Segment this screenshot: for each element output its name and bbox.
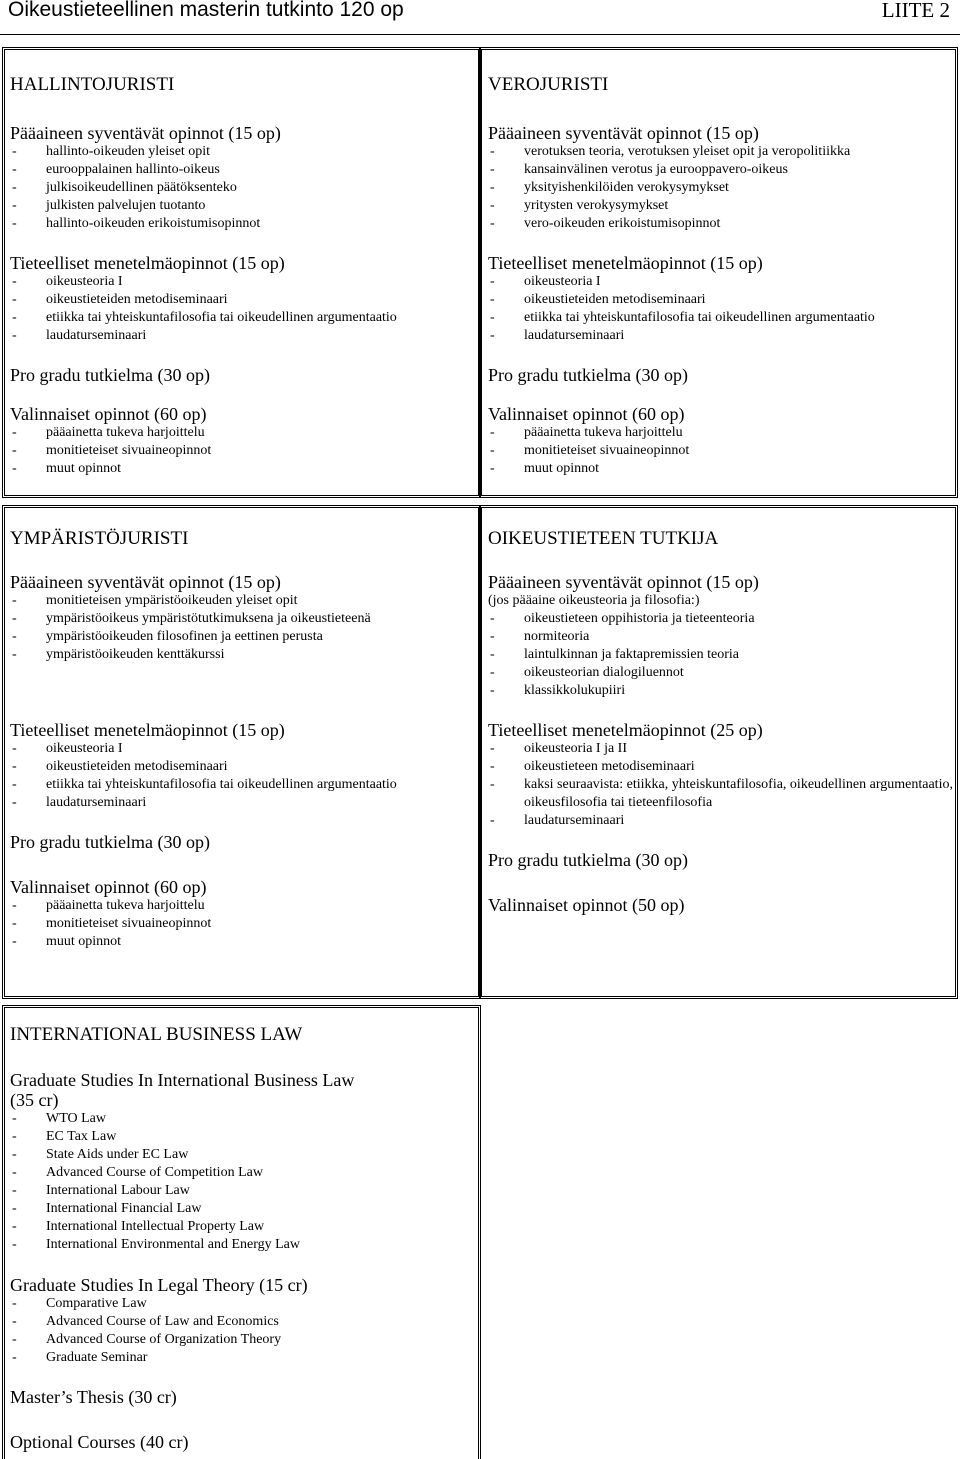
bullet-dash: - [12,1350,17,1365]
list-item [488,327,956,345]
list-item [488,273,956,291]
tutkija-content [488,528,956,915]
list-item-text: verotuksen teoria, verotuksen yleiset opit ja veropolitiikka [524,144,851,159]
bullet-dash: - [12,425,17,440]
list-item-text: Advanced Course of Organization Theory [46,1332,282,1347]
list-item-text: oikeustieteiden metodiseminaari [46,292,228,307]
list-item-text: normiteoria [524,629,590,644]
list-item [10,1218,475,1236]
bullet-dash: - [12,162,17,177]
bullet-dash: - [12,741,17,756]
list-item-text: muut opinnot [46,461,122,476]
list-item [10,610,480,628]
bullet-dash: - [490,813,495,828]
bullet-dash: - [490,741,495,756]
elective-heading: Valinnaiset opinnot (60 op) [488,404,685,424]
verojuristi-content [488,74,956,478]
list-item [10,740,480,758]
list-item [10,915,480,933]
section-title: INTERNATIONAL BUSINESS LAW [10,1024,303,1045]
bullet-dash: - [490,777,495,792]
list-item [488,628,956,646]
elective-list [488,424,956,478]
list-item-text: monitieteiset sivuaineopinnot [46,916,212,931]
list-item [488,460,956,478]
list-item [10,215,480,233]
list-item [488,442,956,460]
list-item-text: kaksi seuraavista: etiikka, yhteiskuntafilosofia, oikeudellinen argumentaatio, oikeusfilosofia tai tieteenfilosofia [524,777,953,810]
list-item-text: State Aids under EC Law [46,1147,189,1162]
bullet-dash: - [490,611,495,626]
list-item-text: hallinto-oikeuden yleiset opit [46,144,211,159]
section-title: HALLINTOJURISTI [10,74,175,95]
list-item [488,610,956,628]
bullet-dash: - [12,216,17,231]
list-item [10,628,480,646]
section-title: YMPÄRISTÖJURISTI [10,528,189,549]
bullet-dash: - [490,144,495,159]
list-item [10,309,480,327]
list-item-text: laudaturseminaari [46,795,147,810]
list-item [10,143,480,161]
bullet-dash: - [12,328,17,343]
ibl-content [10,1024,475,1452]
bullet-dash: - [12,1219,17,1234]
section-title: OIKEUSTIETEEN TUTKIJA [488,528,719,549]
list-item-text: Advanced Course of Competition Law [46,1165,263,1180]
list-item [488,646,956,664]
graduate-ibl-heading: Graduate Studies In International Business Law [10,1070,355,1090]
bullet-dash: - [12,1296,17,1311]
list-item-text: kansainvälinen verotus ja eurooppavero-oikeus [524,162,788,177]
list-item-text: EC Tax Law [46,1129,117,1144]
list-item [488,143,956,161]
methods-heading: Tieteelliset menetelmäopinnot (15 op) [488,253,763,273]
list-item-text: ympäristöoikeuden filosofinen ja eettinen perusta [46,629,323,644]
list-item-text: klassikkolukupiiri [524,683,626,698]
bullet-dash: - [12,611,17,626]
optional-heading: Optional Courses (40 cr) [10,1432,189,1452]
list-item [10,291,480,309]
bullet-dash: - [12,180,17,195]
list-item-text: oikeusteoria I [46,741,123,756]
list-item-text: monitieteiset sivuaineopinnot [46,443,212,458]
list-item [488,309,956,327]
bullet-dash: - [12,759,17,774]
legal-theory-heading: Graduate Studies In Legal Theory (15 cr) [10,1275,308,1295]
list-item [488,682,956,700]
list-item [10,1182,475,1200]
list-item-text: oikeustieteiden metodiseminaari [524,292,706,307]
elective-heading: Valinnaiset opinnot (60 op) [10,877,207,897]
list-item [488,740,956,758]
list-item-text: oikeustieteen metodiseminaari [524,759,695,774]
list-item-text: oikeusteoria I ja II [524,741,628,756]
list-item [10,933,480,951]
gradu-heading: Pro gradu tutkielma (30 op) [488,850,688,870]
list-item [10,161,480,179]
list-item [488,179,956,197]
bullet-dash: - [12,898,17,913]
bullet-dash: - [12,795,17,810]
bullet-dash: - [12,916,17,931]
bullet-dash: - [12,144,17,159]
list-item-text: laudaturseminaari [524,813,625,828]
major-list [488,143,956,233]
list-item-text: laudaturseminaari [524,328,625,343]
list-item-text: muut opinnot [524,461,600,476]
list-item [10,442,480,460]
list-item-text: International Environmental and Energy Law [46,1237,300,1252]
bullet-dash: - [490,162,495,177]
list-item-text: oikeustieteiden metodiseminaari [46,759,228,774]
list-item [10,1331,475,1349]
graduate-ibl-list [10,1110,475,1254]
list-item-text: pääainetta tukeva harjoittelu [524,425,683,440]
list-item-text: etiikka tai yhteiskuntafilosofia tai oikeudellinen argumentaatio [46,310,397,325]
list-item [10,1313,475,1331]
list-item-text: vero-oikeuden erikoistumisopinnot [524,216,721,231]
major-list [10,592,480,664]
list-item [10,897,480,915]
header-divider [0,34,960,35]
bullet-dash: - [12,310,17,325]
bullet-dash: - [12,1129,17,1144]
bullet-dash: - [12,274,17,289]
bullet-dash: - [490,328,495,343]
list-item [10,794,480,812]
bullet-dash: - [490,629,495,644]
list-item [10,197,480,215]
bullet-dash: - [490,683,495,698]
list-item-text: Graduate Seminar [46,1350,148,1365]
list-item [10,327,480,345]
list-item [488,197,956,215]
bullet-dash: - [490,198,495,213]
list-item [488,812,956,830]
major-list [488,610,956,700]
methods-heading: Tieteelliset menetelmäopinnot (25 op) [488,720,763,740]
list-item-text: oikeusteoria I [524,274,601,289]
bullet-dash: - [12,647,17,662]
list-item [10,1146,475,1164]
elective-heading: Valinnaiset opinnot (50 op) [488,895,685,915]
list-item-text: ympäristöoikeuden kenttäkurssi [46,647,225,662]
bullet-dash: - [12,1314,17,1329]
list-item [10,1236,475,1254]
list-item-text: Advanced Course of Law and Economics [46,1314,279,1329]
list-item [10,646,480,664]
list-item [10,1164,475,1182]
list-item-text: International Labour Law [46,1183,190,1198]
list-item [488,776,956,812]
methods-list [488,740,956,830]
graduate-ibl-credits: (35 cr) [10,1090,59,1110]
appendix-label: LIITE 2 [881,0,950,22]
list-item [488,424,956,442]
list-item [10,460,480,478]
bullet-dash: - [490,425,495,440]
bullet-dash: - [490,274,495,289]
list-item-text: julkisten palvelujen tuotanto [46,198,206,213]
bullet-dash: - [12,777,17,792]
methods-heading: Tieteelliset menetelmäopinnot (15 op) [10,253,285,273]
list-item-text: yritysten verokysymykset [524,198,669,213]
list-item-text: monitieteiset sivuaineopinnot [524,443,690,458]
bullet-dash: - [12,1111,17,1126]
list-item [488,664,956,682]
list-item-text: oikeusteorian dialogiluennot [524,665,684,680]
bullet-dash: - [12,629,17,644]
bullet-dash: - [12,1147,17,1162]
list-item [10,1128,475,1146]
list-item [10,424,480,442]
list-item [10,1110,475,1128]
bullet-dash: - [12,443,17,458]
list-item [10,776,480,794]
elective-heading: Valinnaiset opinnot (60 op) [10,404,207,424]
list-item [10,758,480,776]
list-item [488,215,956,233]
bullet-dash: - [12,292,17,307]
methods-list [488,273,956,345]
bullet-dash: - [12,461,17,476]
major-note: (jos pääaine oikeusteoria ja filosofia:) [488,593,700,608]
bullet-dash: - [490,216,495,231]
bullet-dash: - [12,198,17,213]
bullet-dash: - [12,1165,17,1180]
bullet-dash: - [490,759,495,774]
gradu-heading: Pro gradu tutkielma (30 op) [10,832,210,852]
list-item-text: WTO Law [46,1111,106,1126]
ymparistojuristi-content [10,528,480,951]
list-item [10,1349,475,1367]
list-item [488,161,956,179]
bullet-dash: - [490,310,495,325]
hallintojuristi-content [10,74,480,478]
bullet-dash: - [490,180,495,195]
list-item-text: International Intellectual Property Law [46,1219,265,1234]
list-item-text: Comparative Law [46,1296,147,1311]
major-heading: Pääaineen syventävät opinnot (15 op) [10,572,281,592]
bullet-dash: - [12,593,17,608]
list-item-text: yksityishenkilöiden verokysymykset [524,180,729,195]
list-item [488,758,956,776]
list-item-text: eurooppalainen hallinto-oikeus [46,162,220,177]
list-item-text: oikeusteoria I [46,274,123,289]
section-title: VEROJURISTI [488,74,609,95]
thesis-heading: Master’s Thesis (30 cr) [10,1387,177,1407]
major-list [10,143,480,233]
elective-list [10,897,480,951]
list-item-text: International Financial Law [46,1201,202,1216]
bullet-dash: - [490,647,495,662]
list-item [488,291,956,309]
bullet-dash: - [12,934,17,949]
methods-list [10,740,480,812]
bullet-dash: - [490,665,495,680]
list-item-text: etiikka tai yhteiskuntafilosofia tai oikeudellinen argumentaatio [524,310,875,325]
bullet-dash: - [490,443,495,458]
list-item-text: oikeustieteen oppihistoria ja tieteenteoria [524,611,755,626]
list-item-text: laintulkinnan ja faktapremissien teoria [524,647,739,662]
list-item-text: monitieteisen ympäristöoikeuden yleiset opit [46,593,298,608]
list-item-text: pääainetta tukeva harjoittelu [46,425,205,440]
major-heading: Pääaineen syventävät opinnot (15 op) [10,123,281,143]
bullet-dash: - [490,292,495,307]
list-item [10,273,480,291]
gradu-heading: Pro gradu tutkielma (30 op) [488,365,688,385]
bullet-dash: - [490,461,495,476]
methods-list [10,273,480,345]
elective-list [10,424,480,478]
bullet-dash: - [12,1332,17,1347]
list-item [10,1200,475,1218]
bullet-dash: - [12,1237,17,1252]
list-item-text: pääainetta tukeva harjoittelu [46,898,205,913]
list-item-text: laudaturseminaari [46,328,147,343]
list-item-text: hallinto-oikeuden erikoistumisopinnot [46,216,261,231]
major-heading: Pääaineen syventävät opinnot (15 op) [488,123,759,143]
list-item-text: etiikka tai yhteiskuntafilosofia tai oikeudellinen argumentaatio [46,777,397,792]
list-item-text: ympäristöoikeus ympäristötutkimuksena ja oikeustieteenä [46,611,371,626]
methods-heading: Tieteelliset menetelmäopinnot (15 op) [10,720,285,740]
list-item [10,179,480,197]
list-item-text: muut opinnot [46,934,122,949]
gradu-heading: Pro gradu tutkielma (30 op) [10,365,210,385]
bullet-dash: - [12,1183,17,1198]
major-heading: Pääaineen syventävät opinnot (15 op) [488,572,759,592]
legal-theory-list [10,1295,475,1367]
list-item [10,1295,475,1313]
list-item-text: julkisoikeudellinen päätöksenteko [46,180,237,195]
bullet-dash: - [12,1201,17,1216]
document-title: Oikeustieteellinen masterin tutkinto 120 op [8,0,404,21]
list-item [10,592,480,610]
